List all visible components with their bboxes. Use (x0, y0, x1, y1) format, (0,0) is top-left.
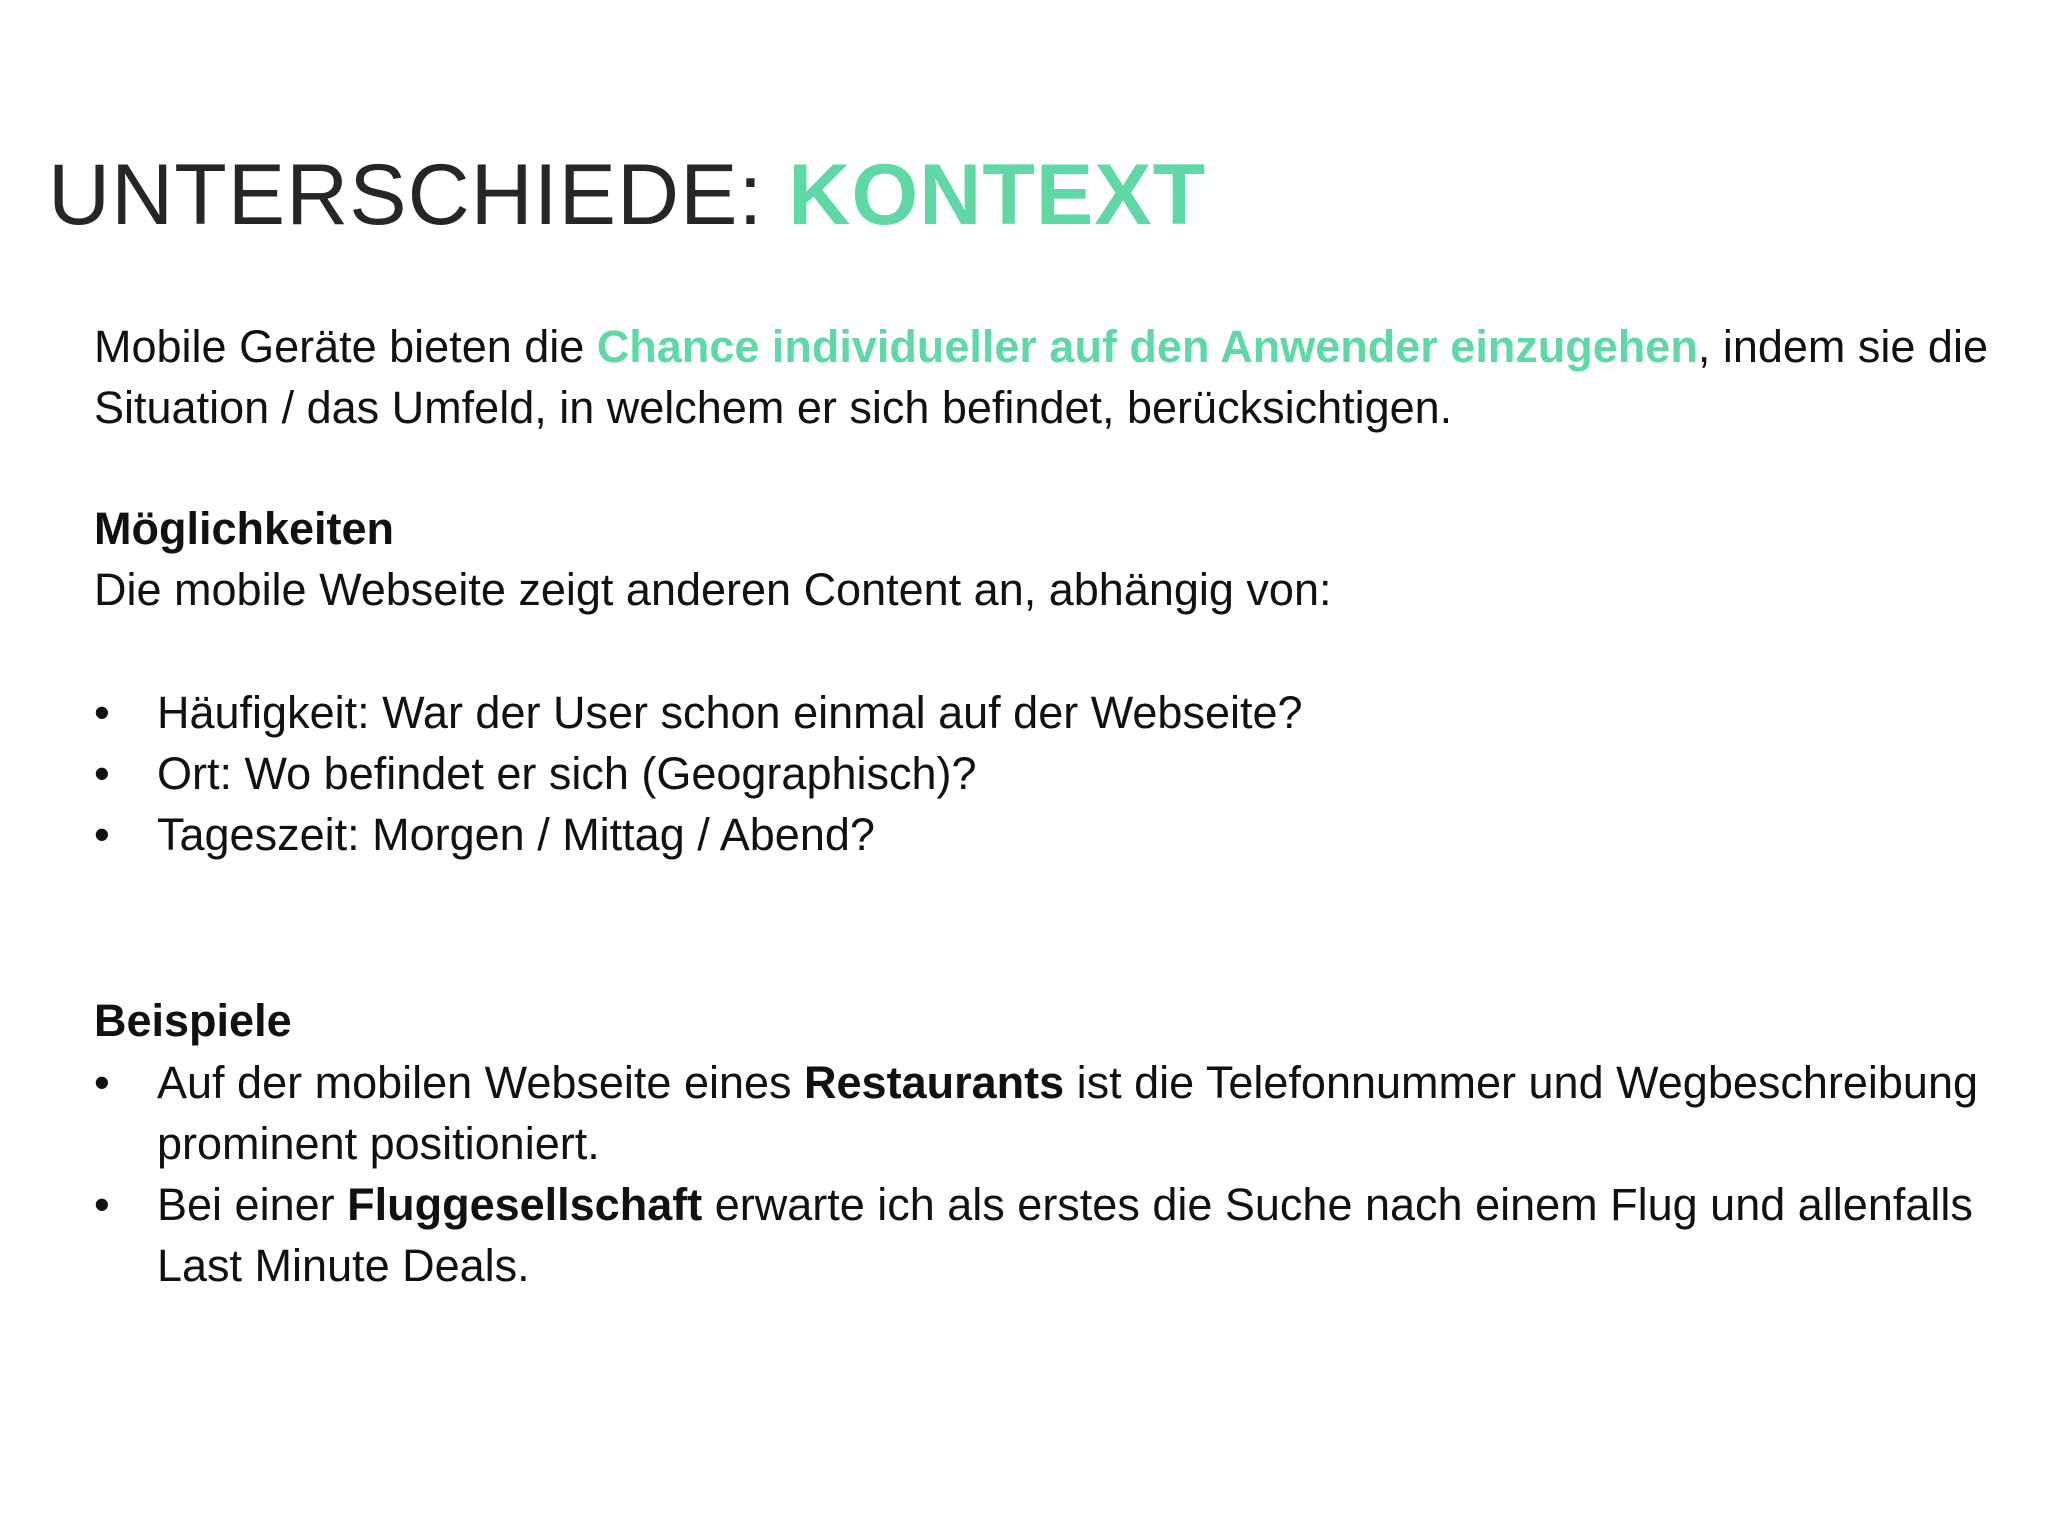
list-item (94, 682, 2004, 743)
list-item-text-start: Auf der mobilen Webseite eines (157, 1057, 805, 1108)
beispiele-list (94, 1052, 2004, 1296)
intro-text-end: , indem sie die Situation / das Umfeld, in welchem er sich befindet, berücksichtigen. (94, 321, 1988, 433)
section-moeglichkeiten (94, 498, 2004, 620)
list-item-text-end: ist die Telefonnummer und Wegbeschreibung prominent positioniert. (157, 1057, 1979, 1169)
list-item (94, 804, 2004, 865)
list-item-text-start: Bei einer (157, 1179, 348, 1230)
list-item (94, 1174, 2004, 1296)
section-beispiele (94, 990, 2004, 1051)
bullet-icon: • (94, 1057, 110, 1108)
list-item-text: Ort: Wo befindet er sich (Geographisch)? (157, 748, 977, 799)
list-item-text: Tageszeit: Morgen / Mittag / Abend? (157, 809, 875, 860)
list-item (94, 1052, 2004, 1174)
bullet-icon: • (94, 748, 110, 799)
list-item (94, 743, 2004, 804)
title-accent: KONTEXT (788, 147, 1207, 243)
heading-moeglichkeiten: Möglichkeiten (94, 503, 395, 554)
bullet-icon: • (94, 687, 110, 738)
intro-paragraph (94, 316, 2004, 438)
list-item-text: Häufigkeit: War der User schon einmal auf der Webseite? (157, 687, 1303, 738)
moeglichkeiten-list (94, 682, 2004, 865)
intro-highlight: Chance individueller auf den Anwender einzugehen (596, 321, 1698, 372)
list-item-bold: Restaurants (804, 1057, 1065, 1108)
heading-beispiele: Beispiele (94, 995, 292, 1046)
bullet-icon: • (94, 809, 110, 860)
list-item-bold: Fluggesellschaft (347, 1179, 703, 1230)
intro-text-start: Mobile Geräte bieten die (94, 321, 597, 372)
slide-title (48, 140, 1206, 250)
moeglichkeiten-text: Die mobile Webseite zeigt anderen Content an, abhängig von: (94, 564, 1332, 615)
list-item-text-end: erwarte ich als erstes die Suche nach einem Flug und allenfalls Last Minute Deals. (157, 1179, 1973, 1291)
bullet-icon: • (94, 1179, 110, 1230)
title-prefix: UNTERSCHIEDE: (48, 147, 789, 243)
